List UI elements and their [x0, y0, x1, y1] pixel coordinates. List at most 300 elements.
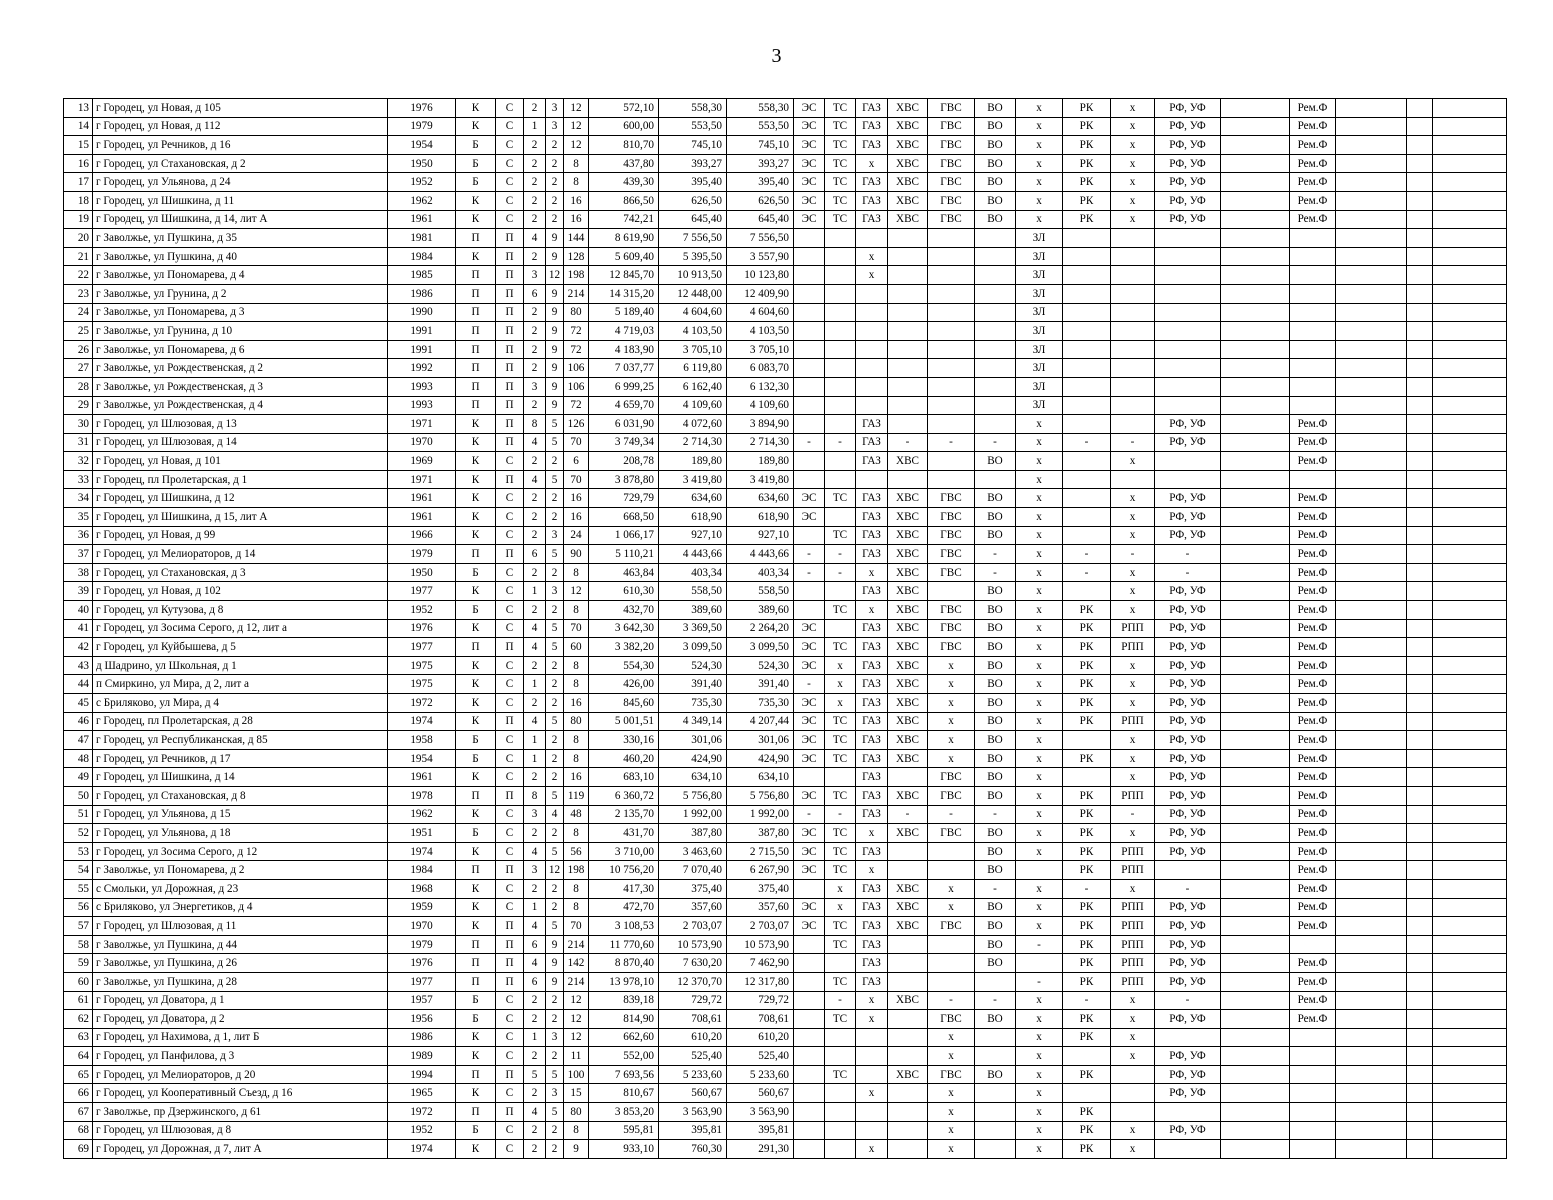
table-cell: ГАЗ: [856, 879, 888, 898]
table-cell: 4: [524, 1103, 546, 1122]
table-cell: 2: [524, 508, 546, 527]
table-cell: Рем.Ф: [1290, 842, 1336, 861]
table-cell: [1407, 396, 1433, 415]
table-cell: РК: [1063, 1065, 1111, 1084]
table-row: [64, 749, 1507, 768]
table-cell: [975, 1028, 1016, 1047]
table-cell: [1336, 601, 1407, 620]
table-cell: [888, 396, 928, 415]
table-cell: [1063, 340, 1111, 359]
table-cell: П: [456, 972, 496, 991]
address-cell: г Городец, ул Новая, д 112: [93, 117, 388, 136]
table-cell: 12: [546, 266, 564, 285]
table-cell: [1290, 1084, 1336, 1103]
table-cell: [1407, 470, 1433, 489]
table-cell: К: [456, 842, 496, 861]
address-cell: г Городец, ул Речников, д 17: [93, 749, 388, 768]
table-cell: [794, 470, 825, 489]
table-cell: П: [456, 229, 496, 248]
table-cell: РФ, УФ: [1155, 675, 1221, 694]
table-cell: 2: [546, 1010, 564, 1029]
table-cell: [975, 229, 1016, 248]
table-cell: Рем.Ф: [1290, 954, 1336, 973]
table-cell: -: [1063, 545, 1111, 564]
table-cell: [1290, 1140, 1336, 1159]
table-cell: 6 162,40: [659, 377, 727, 396]
table-cell: 12 370,70: [659, 972, 727, 991]
table-cell: 845,60: [589, 694, 659, 713]
table-cell: 2: [524, 1121, 546, 1140]
table-cell: [1155, 377, 1221, 396]
table-cell: РФ, УФ: [1155, 935, 1221, 954]
table-cell: [1433, 508, 1507, 527]
table-cell: [1433, 117, 1507, 136]
table-cell: [1407, 768, 1433, 787]
table-cell: 2: [546, 656, 564, 675]
table-cell: [1155, 247, 1221, 266]
table-cell: [1407, 210, 1433, 229]
table-cell: К: [456, 582, 496, 601]
table-cell: [1433, 805, 1507, 824]
table-cell: [1063, 526, 1111, 545]
table-cell: х: [856, 1084, 888, 1103]
table-cell: [1433, 191, 1507, 210]
table-cell: [1407, 99, 1433, 118]
table-cell: [928, 842, 975, 861]
table-cell: РК: [1063, 694, 1111, 713]
table-cell: 12: [564, 1010, 589, 1029]
table-cell: С: [496, 489, 524, 508]
table-cell: Рем.Ф: [1290, 638, 1336, 657]
table-cell: 12: [564, 1028, 589, 1047]
table-cell: 810,67: [589, 1084, 659, 1103]
table-cell: 11: [564, 1047, 589, 1066]
table-cell: [1221, 712, 1290, 731]
table-cell: [1336, 117, 1407, 136]
table-row: [64, 619, 1507, 638]
table-cell: [1336, 619, 1407, 638]
table-cell: 9: [546, 229, 564, 248]
table-cell: 1: [524, 898, 546, 917]
table-cell: ВО: [975, 582, 1016, 601]
table-cell: П: [456, 638, 496, 657]
table-cell: х: [928, 898, 975, 917]
table-cell: [1336, 824, 1407, 843]
table-cell: 106: [564, 359, 589, 378]
table-cell: [1221, 545, 1290, 564]
table-cell: [1407, 489, 1433, 508]
table-cell: 2: [546, 898, 564, 917]
table-cell: ГАЗ: [856, 712, 888, 731]
table-cell: С: [496, 210, 524, 229]
table-cell: 839,18: [589, 991, 659, 1010]
address-cell: г Городец, ул Нахимова, д 1, лит Б: [93, 1028, 388, 1047]
table-cell: Рем.Ф: [1290, 210, 1336, 229]
table-row: [64, 824, 1507, 843]
table-cell: [1433, 359, 1507, 378]
table-cell: [1155, 452, 1221, 471]
address-cell: г Городец, ул Доватора, д 2: [93, 1010, 388, 1029]
table-cell: ЭС: [794, 489, 825, 508]
table-cell: 2: [524, 991, 546, 1010]
table-cell: 2: [546, 1140, 564, 1159]
table-cell: 472,70: [589, 898, 659, 917]
table-cell: ВО: [975, 210, 1016, 229]
table-cell: [1336, 545, 1407, 564]
table-cell: 1975: [388, 656, 456, 675]
table-cell: 426,00: [589, 675, 659, 694]
table-cell: ТС: [825, 173, 856, 192]
table-cell: [1433, 601, 1507, 620]
table-cell: РПП: [1111, 917, 1155, 936]
table-cell: 1961: [388, 768, 456, 787]
table-cell: Б: [456, 1010, 496, 1029]
table-cell: 1984: [388, 247, 456, 266]
table-cell: 391,40: [659, 675, 727, 694]
table-cell: 2: [524, 359, 546, 378]
row-index: 43: [64, 656, 93, 675]
table-cell: С: [496, 768, 524, 787]
row-index: 30: [64, 415, 93, 434]
address-cell: г Заволжье, ул Пушкина, д 26: [93, 954, 388, 973]
table-cell: РФ, УФ: [1155, 601, 1221, 620]
table-cell: х: [1111, 154, 1155, 173]
table-cell: [888, 972, 928, 991]
table-cell: [1407, 1121, 1433, 1140]
table-cell: С: [496, 508, 524, 527]
table-cell: [1433, 99, 1507, 118]
row-index: 56: [64, 898, 93, 917]
table-cell: ВО: [975, 526, 1016, 545]
address-cell: г Городец, ул Шишкина, д 15, лит А: [93, 508, 388, 527]
table-cell: [856, 396, 888, 415]
table-cell: 395,40: [659, 173, 727, 192]
table-cell: 735,30: [659, 694, 727, 713]
table-cell: Б: [456, 136, 496, 155]
table-cell: 16: [564, 489, 589, 508]
table-cell: ЗЛ: [1016, 322, 1063, 341]
table-cell: [1111, 266, 1155, 285]
table-cell: [888, 284, 928, 303]
table-cell: [1221, 247, 1290, 266]
table-cell: 2 703,07: [727, 917, 794, 936]
table-cell: [1433, 656, 1507, 675]
table-cell: 403,34: [727, 563, 794, 582]
table-row: [64, 303, 1507, 322]
table-cell: х: [1016, 545, 1063, 564]
table-cell: [1111, 470, 1155, 489]
table-cell: [888, 1103, 928, 1122]
table-cell: ГВС: [928, 508, 975, 527]
table-cell: [794, 377, 825, 396]
address-cell: г Заволжье, ул Грунина, д 2: [93, 284, 388, 303]
table-cell: ГАЗ: [856, 935, 888, 954]
table-cell: [1221, 526, 1290, 545]
table-cell: [1433, 433, 1507, 452]
table-cell: [1221, 415, 1290, 434]
table-cell: ВО: [975, 786, 1016, 805]
table-cell: ХВС: [888, 526, 928, 545]
table-cell: [888, 266, 928, 285]
table-cell: 5: [546, 545, 564, 564]
table-cell: [1111, 1103, 1155, 1122]
table-cell: 214: [564, 972, 589, 991]
table-cell: 391,40: [727, 675, 794, 694]
table-cell: РФ, УФ: [1155, 824, 1221, 843]
table-cell: 128: [564, 247, 589, 266]
table-cell: 645,40: [659, 210, 727, 229]
table-cell: 729,72: [659, 991, 727, 1010]
table-cell: [1155, 1140, 1221, 1159]
table-cell: РПП: [1111, 842, 1155, 861]
table-cell: Рем.Ф: [1290, 972, 1336, 991]
table-cell: П: [456, 1065, 496, 1084]
table-row: [64, 842, 1507, 861]
table-cell: РФ, УФ: [1155, 415, 1221, 434]
table-cell: 1976: [388, 619, 456, 638]
table-cell: [856, 1121, 888, 1140]
table-cell: ТС: [825, 731, 856, 750]
table-cell: 70: [564, 433, 589, 452]
table-cell: -: [1155, 545, 1221, 564]
table-cell: х: [1111, 675, 1155, 694]
table-cell: ЭС: [794, 749, 825, 768]
table-cell: [1407, 824, 1433, 843]
table-cell: [856, 1103, 888, 1122]
table-cell: [975, 266, 1016, 285]
table-cell: РФ, УФ: [1155, 1065, 1221, 1084]
table-cell: [794, 340, 825, 359]
table-cell: [1407, 526, 1433, 545]
table-cell: 6: [564, 452, 589, 471]
table-cell: [1407, 563, 1433, 582]
table-cell: х: [1016, 154, 1063, 173]
address-cell: г Городец, ул Зосима Серого, д 12, лит а: [93, 619, 388, 638]
table-cell: Рем.Ф: [1290, 415, 1336, 434]
table-cell: К: [456, 117, 496, 136]
table-cell: ХВС: [888, 1065, 928, 1084]
table-cell: [1336, 1065, 1407, 1084]
table-cell: С: [496, 582, 524, 601]
table-cell: 2: [524, 563, 546, 582]
table-cell: [1407, 675, 1433, 694]
table-cell: ТС: [825, 638, 856, 657]
table-cell: [1433, 675, 1507, 694]
table-cell: 4: [524, 229, 546, 248]
table-cell: 5: [546, 842, 564, 861]
table-cell: [794, 247, 825, 266]
table-cell: ВО: [975, 861, 1016, 880]
table-cell: х: [1016, 582, 1063, 601]
table-cell: 4: [524, 954, 546, 973]
table-cell: [1221, 1028, 1290, 1047]
table-cell: [1433, 173, 1507, 192]
table-cell: 1 992,00: [659, 805, 727, 824]
table-cell: [1336, 954, 1407, 973]
table-cell: 6 999,25: [589, 377, 659, 396]
table-cell: [1221, 154, 1290, 173]
table-cell: [1111, 377, 1155, 396]
table-cell: РПП: [1111, 861, 1155, 880]
address-cell: г Городец, ул Мелиораторов, д 14: [93, 545, 388, 564]
table-cell: [1407, 266, 1433, 285]
table-cell: 662,60: [589, 1028, 659, 1047]
table-cell: -: [1063, 991, 1111, 1010]
table-row: [64, 768, 1507, 787]
table-cell: 634,10: [659, 768, 727, 787]
table-cell: [825, 452, 856, 471]
address-cell: г Городец, ул Новая, д 102: [93, 582, 388, 601]
table-cell: [1336, 1010, 1407, 1029]
table-cell: ВО: [975, 917, 1016, 936]
table-cell: 524,30: [727, 656, 794, 675]
table-cell: х: [1111, 731, 1155, 750]
table-cell: [1221, 991, 1290, 1010]
table-row: [64, 638, 1507, 657]
row-index: 55: [64, 879, 93, 898]
table-cell: [1111, 340, 1155, 359]
table-cell: 1966: [388, 526, 456, 545]
table-cell: ГВС: [928, 1065, 975, 1084]
table-cell: -: [975, 805, 1016, 824]
table-cell: [1407, 191, 1433, 210]
table-cell: -: [928, 805, 975, 824]
table-row: [64, 508, 1507, 527]
table-cell: х: [1111, 173, 1155, 192]
table-row: [64, 489, 1507, 508]
table-cell: 558,30: [727, 99, 794, 118]
table-cell: ГАЗ: [856, 191, 888, 210]
table-cell: [1407, 601, 1433, 620]
table-cell: [1221, 1047, 1290, 1066]
address-cell: г Городец, ул Стахановская, д 2: [93, 154, 388, 173]
table-cell: [1290, 396, 1336, 415]
table-cell: [1290, 1103, 1336, 1122]
table-cell: [888, 954, 928, 973]
table-row: [64, 452, 1507, 471]
table-cell: [1433, 972, 1507, 991]
table-cell: [975, 415, 1016, 434]
table-cell: 8: [564, 1121, 589, 1140]
table-cell: х: [1111, 991, 1155, 1010]
table-cell: РПП: [1111, 619, 1155, 638]
table-cell: 3: [524, 805, 546, 824]
table-cell: [888, 842, 928, 861]
table-cell: [856, 1028, 888, 1047]
table-cell: 8: [524, 415, 546, 434]
table-cell: х: [856, 601, 888, 620]
table-cell: 387,80: [727, 824, 794, 843]
row-index: 17: [64, 173, 93, 192]
table-row: [64, 173, 1507, 192]
table-cell: [1290, 1121, 1336, 1140]
table-cell: П: [456, 954, 496, 973]
table-cell: [888, 247, 928, 266]
table-cell: х: [1111, 210, 1155, 229]
table-cell: [794, 229, 825, 248]
table-cell: -: [825, 991, 856, 1010]
table-cell: С: [496, 154, 524, 173]
table-cell: х: [1016, 563, 1063, 582]
table-cell: -: [1111, 805, 1155, 824]
table-cell: 460,20: [589, 749, 659, 768]
table-cell: х: [1016, 824, 1063, 843]
table-cell: [1433, 824, 1507, 843]
table-row: [64, 712, 1507, 731]
table-cell: [1407, 1065, 1433, 1084]
table-cell: РК: [1063, 136, 1111, 155]
table-cell: П: [456, 396, 496, 415]
table-cell: 72: [564, 396, 589, 415]
table-cell: 1952: [388, 1121, 456, 1140]
table-cell: 8: [564, 731, 589, 750]
address-cell: г Заволжье, ул Рождественская, д 3: [93, 377, 388, 396]
table-cell: ЗЛ: [1016, 359, 1063, 378]
table-cell: [1336, 154, 1407, 173]
table-cell: РФ, УФ: [1155, 768, 1221, 787]
row-index: 59: [64, 954, 93, 973]
table-cell: 1976: [388, 954, 456, 973]
table-cell: [1407, 619, 1433, 638]
table-cell: [928, 284, 975, 303]
table-cell: 8: [564, 675, 589, 694]
table-cell: 3: [546, 1084, 564, 1103]
table-cell: [1336, 396, 1407, 415]
table-cell: С: [496, 824, 524, 843]
table-cell: [1336, 359, 1407, 378]
table-row: [64, 582, 1507, 601]
table-cell: [975, 1047, 1016, 1066]
table-cell: [1433, 470, 1507, 489]
table-cell: [825, 229, 856, 248]
table-cell: ВО: [975, 675, 1016, 694]
row-index: 48: [64, 749, 93, 768]
table-cell: ГАЗ: [856, 582, 888, 601]
table-cell: х: [856, 247, 888, 266]
table-cell: 4 103,50: [659, 322, 727, 341]
table-cell: ЗЛ: [1016, 266, 1063, 285]
table-cell: ТС: [825, 824, 856, 843]
table-cell: 9: [546, 935, 564, 954]
table-cell: [794, 266, 825, 285]
table-cell: х: [1016, 99, 1063, 118]
table-cell: 80: [564, 303, 589, 322]
table-cell: ГВС: [928, 619, 975, 638]
table-cell: 524,30: [659, 656, 727, 675]
table-row: [64, 229, 1507, 248]
table-cell: 4: [524, 433, 546, 452]
table-cell: ГАЗ: [856, 136, 888, 155]
table-cell: С: [496, 136, 524, 155]
table-cell: РФ, УФ: [1155, 656, 1221, 675]
table-cell: 735,30: [727, 694, 794, 713]
table-cell: [1111, 1084, 1155, 1103]
table-cell: [928, 247, 975, 266]
table-cell: [794, 935, 825, 954]
table-cell: х: [1111, 768, 1155, 787]
table-cell: [1336, 1121, 1407, 1140]
row-index: 49: [64, 768, 93, 787]
address-cell: г Городец, ул Шишкина, д 11: [93, 191, 388, 210]
table-cell: [975, 1140, 1016, 1159]
table-cell: 558,50: [727, 582, 794, 601]
table-cell: х: [928, 712, 975, 731]
table-cell: [1433, 1028, 1507, 1047]
table-row: [64, 694, 1507, 713]
table-cell: [928, 470, 975, 489]
table-cell: 16: [564, 694, 589, 713]
table-cell: 9: [546, 954, 564, 973]
